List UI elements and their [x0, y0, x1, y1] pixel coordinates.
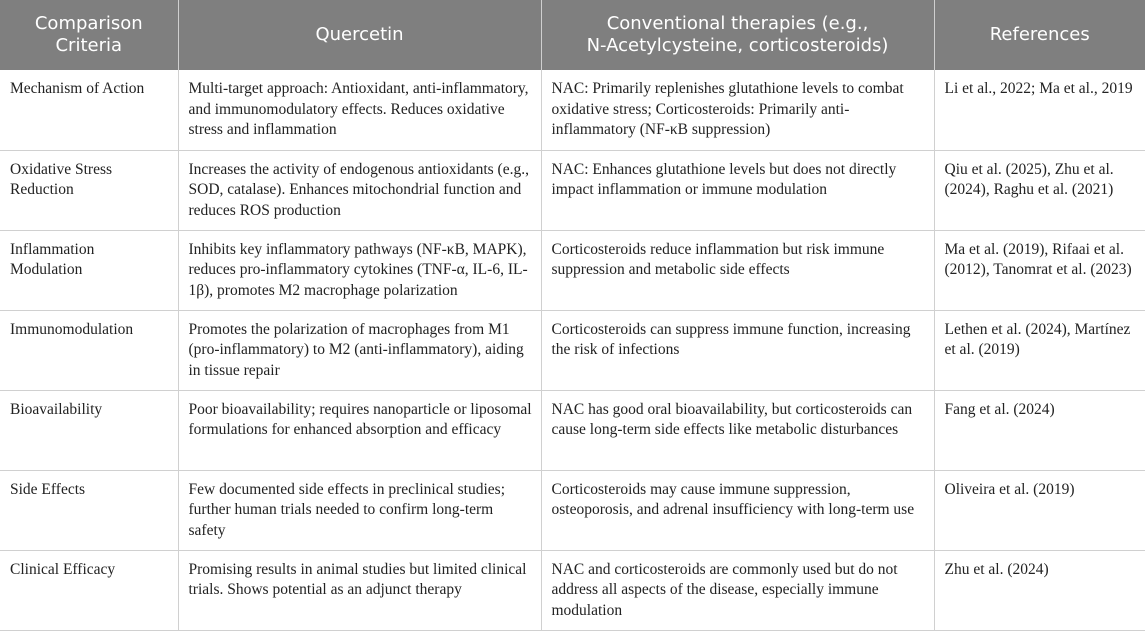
header-conventional-line2: N-Acetylcysteine, corticosteroids): [586, 35, 889, 56]
cell-conventional: NAC and corticosteroids are commonly used but do not address all aspects of the disease, especially immune modulation: [541, 550, 934, 630]
table-row: [0, 470, 1145, 550]
cell-conventional: NAC: Enhances glutathione levels but does not directly impact inflammation or immune modulation: [541, 150, 934, 230]
cell-criteria: Bioavailability: [0, 390, 178, 470]
table-row: [0, 310, 1145, 390]
cell-quercetin: Promotes the polarization of macrophages from M1 (pro-inflammatory) to M2 (anti-inflammatory), aiding in tissue repair: [178, 310, 541, 390]
cell-criteria: Inflammation Modulation: [0, 230, 178, 310]
header-criteria: Comparison Criteria: [0, 0, 178, 70]
header-row: [0, 0, 1145, 70]
table-row: [0, 230, 1145, 310]
header-quercetin: Quercetin: [178, 0, 541, 70]
cell-criteria: Side Effects: [0, 470, 178, 550]
cell-conventional: Corticosteroids can suppress immune function, increasing the risk of infections: [541, 310, 934, 390]
table-row: [0, 390, 1145, 470]
cell-references: Li et al., 2022; Ma et al., 2019: [934, 70, 1145, 150]
cell-references: Ma et al. (2019), Rifaai et al. (2012), Tanomrat et al. (2023): [934, 230, 1145, 310]
cell-references: Qiu et al. (2025), Zhu et al. (2024), Raghu et al. (2021): [934, 150, 1145, 230]
cell-criteria: Mechanism of Action: [0, 70, 178, 150]
cell-quercetin: Increases the activity of endogenous antioxidants (e.g., SOD, catalase). Enhances mitochondrial function and reduces ROS production: [178, 150, 541, 230]
table-row: [0, 150, 1145, 230]
cell-criteria: Oxidative Stress Reduction: [0, 150, 178, 230]
header-conventional: [541, 0, 934, 70]
header-conventional-line1: Conventional therapies (e.g.,: [606, 13, 869, 34]
cell-quercetin: Few documented side effects in preclinical studies; further human trials needed to confirm long-term safety: [178, 470, 541, 550]
cell-references: Oliveira et al. (2019): [934, 470, 1145, 550]
cell-references: Lethen et al. (2024), Martínez et al. (2019): [934, 310, 1145, 390]
cell-criteria: Clinical Efficacy: [0, 550, 178, 630]
cell-conventional: Corticosteroids reduce inflammation but risk immune suppression and metabolic side effects: [541, 230, 934, 310]
cell-conventional: NAC has good oral bioavailability, but corticosteroids can cause long-term side effects like metabolic disturbances: [541, 390, 934, 470]
cell-quercetin: Promising results in animal studies but limited clinical trials. Shows potential as an adjunct therapy: [178, 550, 541, 630]
cell-references: Zhu et al. (2024): [934, 550, 1145, 630]
table-row: [0, 70, 1145, 150]
cell-quercetin: Inhibits key inflammatory pathways (NF-κB, MAPK), reduces pro-inflammatory cytokines (TNF-α, IL-6, IL-1β), promotes M2 macrophage polarization: [178, 230, 541, 310]
cell-references: Fang et al. (2024): [934, 390, 1145, 470]
header-references: References: [934, 0, 1145, 70]
cell-quercetin: Multi-target approach: Antioxidant, anti-inflammatory, and immunomodulatory effects. Reduces oxidative stress and inflammation: [178, 70, 541, 150]
cell-quercetin: Poor bioavailability; requires nanoparticle or liposomal formulations for enhanced absorption and efficacy: [178, 390, 541, 470]
table-body: [0, 70, 1145, 630]
cell-conventional: NAC: Primarily replenishes glutathione levels to combat oxidative stress; Corticosteroids: Primarily anti-inflammatory (NF-κB suppression): [541, 70, 934, 150]
cell-criteria: Immunomodulation: [0, 310, 178, 390]
table-header: [0, 0, 1145, 70]
table-row: [0, 550, 1145, 630]
cell-conventional: Corticosteroids may cause immune suppression, osteoporosis, and adrenal insufficiency with long-term use: [541, 470, 934, 550]
